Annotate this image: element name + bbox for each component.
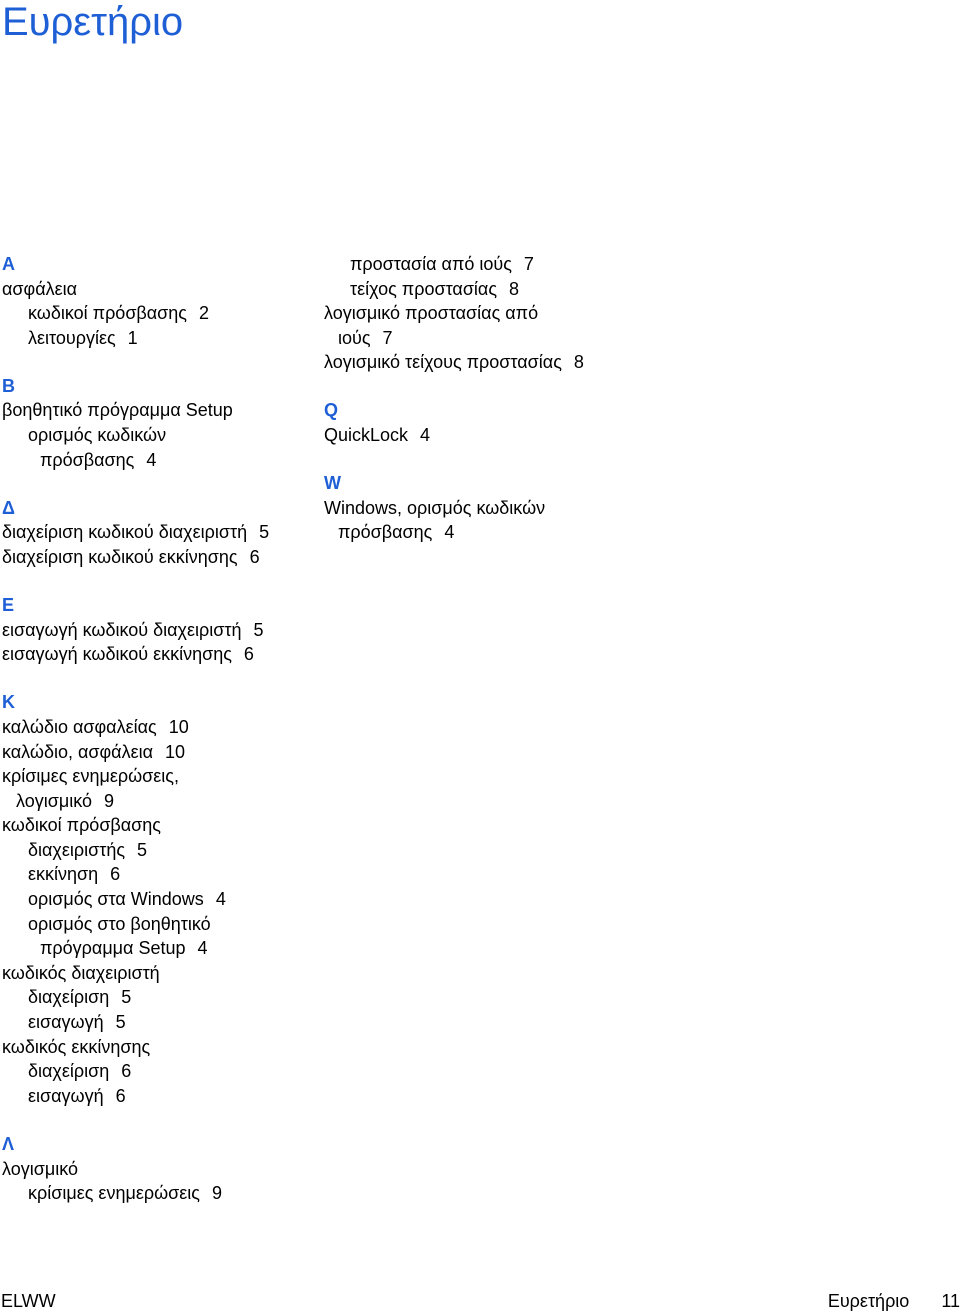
index-entry [2, 618, 312, 643]
index-entry-page: 7 [523, 254, 534, 274]
index-entry-term: ορισμός στα Windows [28, 889, 204, 910]
index-entry-page: 5 [253, 619, 264, 640]
index-entry-page: 6 [249, 546, 260, 567]
section-spacer [2, 570, 312, 594]
index-entry-term: διαχειριστής [28, 839, 126, 860]
index-entry-term: εισαγωγή [28, 1085, 104, 1106]
index-entry-page: 4 [420, 425, 431, 446]
index-entry-page: 5 [137, 839, 148, 860]
index-entry-term: βοηθητικό πρόγραμμα Setup [2, 400, 233, 421]
index-entry [2, 961, 312, 986]
index-entry-term: εισαγωγή [28, 1012, 104, 1033]
index-entry-page: 9 [104, 790, 115, 811]
index-entry-page: 1 [127, 327, 138, 348]
index-entry [2, 1035, 312, 1060]
index-letter-heading: Κ [2, 692, 15, 713]
index-entry-page: 6 [110, 864, 121, 885]
index-entry [2, 764, 312, 789]
index-entry [2, 838, 312, 863]
index-entry-page: 5 [259, 522, 270, 543]
index-entry [2, 545, 312, 570]
index-letter-heading: W [324, 473, 341, 494]
index-entry [2, 398, 312, 423]
index-entry-page: 6 [121, 1061, 132, 1082]
index-entry-page: 10 [168, 716, 189, 737]
index-entry [2, 642, 312, 667]
index-letter-heading: Λ [2, 1133, 15, 1154]
index-entry-term: λογισμικό προστασίας από [324, 303, 539, 324]
index-entry [2, 1157, 312, 1182]
index-entry-term: ιούς [338, 327, 371, 348]
footer-section-title: Ευρετήριο [827, 1291, 910, 1311]
index-entry-term: κωδικός εκκίνησης [2, 1036, 151, 1057]
index-entry [2, 520, 312, 545]
index-entry-term: ορισμός στο βοηθητικό [28, 913, 211, 934]
index-entry [324, 520, 724, 545]
section-spacer [324, 448, 724, 472]
index-entry [2, 862, 312, 887]
index-entry-term: πρόσβασης [338, 522, 433, 543]
index-entry [2, 1010, 312, 1035]
index-entry [2, 936, 312, 961]
index-entry-page: 2 [198, 303, 209, 324]
index-entry [2, 715, 312, 740]
index-entry [324, 423, 724, 448]
index-entry-term: ορισμός κωδικών [28, 425, 167, 446]
index-entry-term: κρίσιμες ενημερώσεις [28, 1183, 200, 1204]
index-entry-term: πρόσβασης [40, 449, 135, 470]
index-entry-term: λογισμικό [16, 790, 93, 811]
index-entry [2, 740, 312, 765]
index-entry [2, 301, 312, 326]
index-entry-term: καλώδιο, ασφάλεια [2, 741, 154, 762]
index-entry [324, 277, 724, 302]
index-entry-term: εισαγωγή κωδικού διαχειριστή [2, 619, 242, 640]
index-entry [2, 1059, 312, 1084]
index-column-left [2, 252, 312, 1206]
index-entry [324, 301, 724, 326]
index-entry [2, 789, 312, 814]
section-spacer [2, 1108, 312, 1132]
page-title: Ευρετήριο [2, 0, 184, 44]
index-entry-page: 6 [115, 1085, 126, 1106]
index-entry-term: διαχείριση κωδικού διαχειριστή [2, 522, 248, 543]
index-entry-term: προστασία από ιούς [350, 254, 512, 274]
index-entry-term: λειτουργίες [28, 327, 116, 348]
index-entry-page: 4 [146, 449, 157, 470]
index-entry-term: κωδικοί πρόσβασης [28, 303, 187, 324]
index-entry-term: λογισμικό [2, 1158, 79, 1179]
index-entry [2, 277, 312, 302]
index-entry-page: 4 [215, 889, 226, 910]
index-entry-term: κρίσιμες ενημερώσεις, [2, 766, 179, 787]
section-spacer [2, 667, 312, 691]
index-entry [324, 252, 724, 277]
index-entry-term: κωδικός διαχειριστή [2, 962, 160, 983]
index-entry-term: εισαγωγή κωδικού εκκίνησης [2, 644, 232, 665]
index-entry-page: 6 [243, 644, 254, 665]
index-entry-term: QuickLock [324, 425, 409, 446]
index-entry [324, 496, 724, 521]
index-entry-term: διαχείριση [28, 987, 110, 1008]
index-letter-heading: Ε [2, 595, 15, 616]
footer-section-page [828, 1289, 960, 1313]
index-entry-term: διαχείριση κωδικού εκκίνησης [2, 546, 238, 567]
index-letter-heading: Β [2, 375, 15, 396]
index-entry [2, 448, 312, 473]
index-entry-term: ασφάλεια [2, 278, 78, 299]
index-entry [324, 350, 724, 375]
index-entry-term: διαχείριση [28, 1061, 110, 1082]
index-entry-term: πρόγραμμα Setup [40, 938, 186, 959]
section-spacer [2, 472, 312, 496]
footer-page-number: 11 [941, 1291, 960, 1311]
index-entry-page: 4 [197, 938, 208, 959]
index-entry [2, 912, 312, 937]
index-entry-term: Windows, ορισμός κωδικών [324, 497, 546, 518]
section-spacer [2, 350, 312, 374]
index-entry-page: 9 [211, 1183, 222, 1204]
index-entry [2, 423, 312, 448]
index-entry-term: κωδικοί πρόσβασης [2, 815, 161, 836]
index-entry-page: 8 [509, 278, 520, 299]
index-entry [2, 1084, 312, 1109]
index-entry [2, 887, 312, 912]
index-entry-page: 5 [115, 1012, 126, 1033]
index-letter-heading: Α [2, 254, 15, 274]
index-column-right [324, 252, 724, 545]
index-entry-page: 7 [382, 327, 393, 348]
index-entry-page: 4 [444, 522, 455, 543]
index-entry [324, 326, 724, 351]
index-entry [2, 813, 312, 838]
index-entry [2, 326, 312, 351]
index-entry-term: εκκίνηση [28, 864, 99, 885]
page-footer [0, 1289, 960, 1313]
index-entry-page: 10 [165, 741, 186, 762]
section-spacer [324, 375, 724, 399]
footer-document-code: ELWW [1, 1291, 56, 1311]
index-entry-page: 5 [121, 987, 132, 1008]
index-letter-heading: Q [324, 400, 339, 421]
index-entry-term: λογισμικό τείχους προστασίας [324, 352, 562, 373]
index-entry [2, 1181, 312, 1206]
index-entry-page: 8 [573, 352, 584, 373]
index-entry [2, 985, 312, 1010]
index-entry-term: καλώδιο ασφαλείας [2, 716, 157, 737]
index-entry-term: τείχος προστασίας [350, 278, 498, 299]
index-letter-heading: Δ [2, 497, 15, 518]
